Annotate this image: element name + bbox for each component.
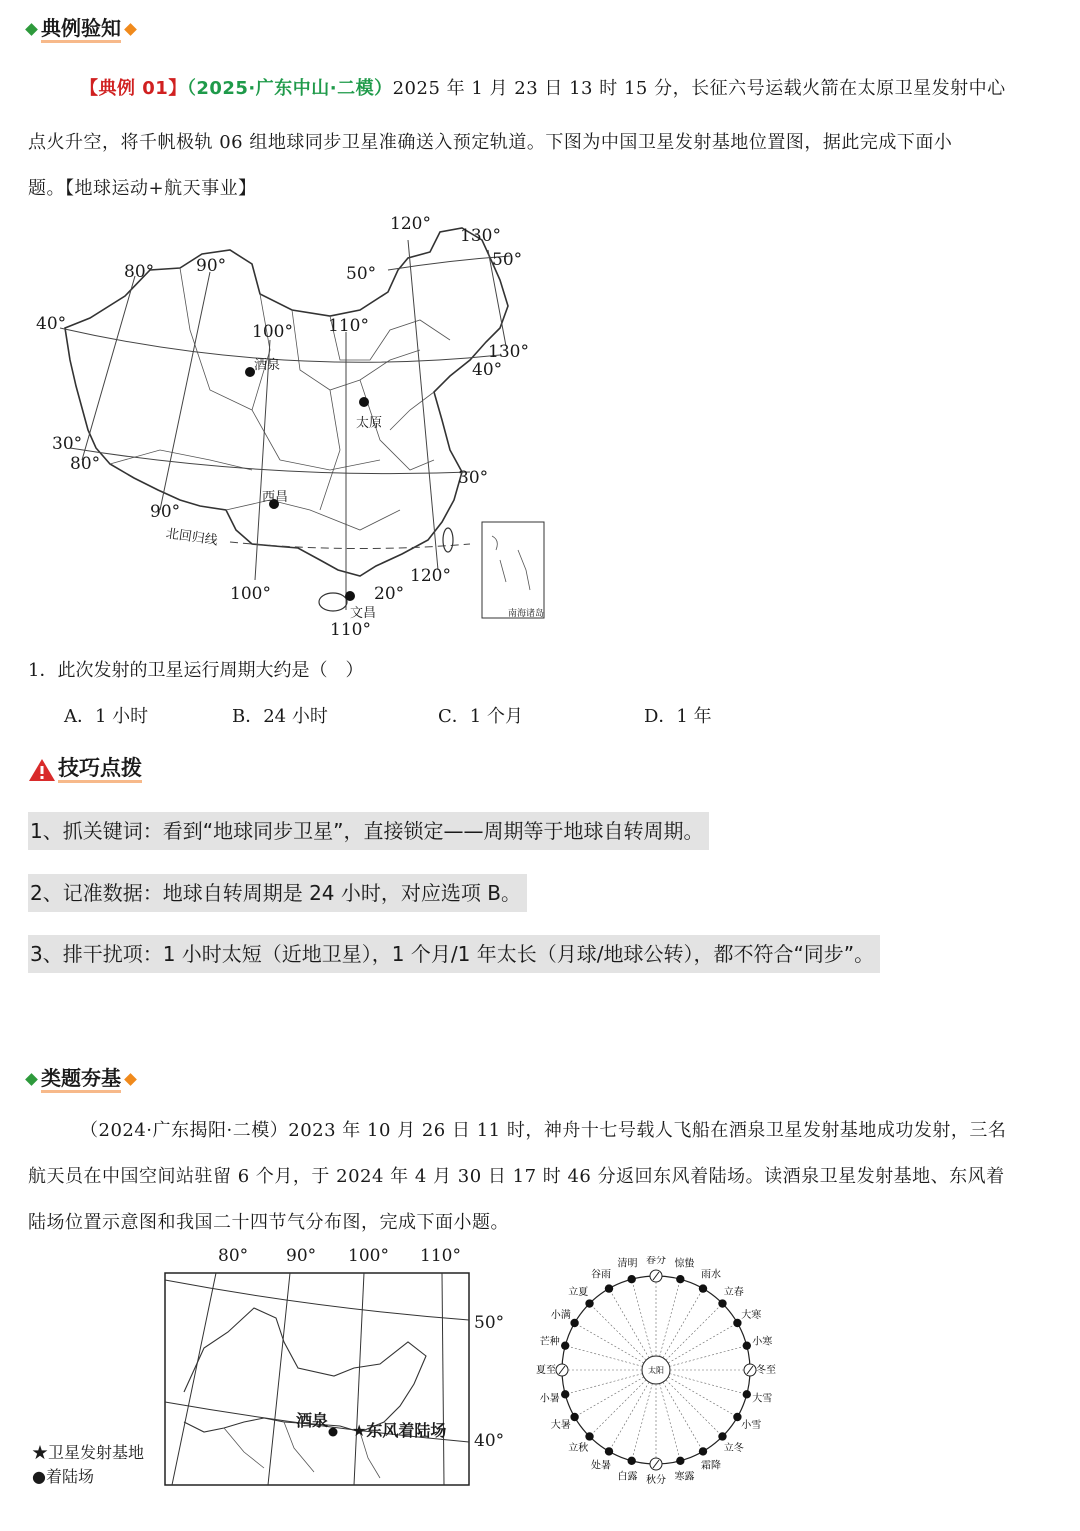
term-ray (609, 1382, 649, 1451)
city-xichang: 西昌 (262, 490, 289, 505)
map2-lon-100: 100° (348, 1246, 389, 1266)
lon-label-120-bottom: 120° (410, 566, 451, 586)
example-source: （2025·广东中山·二模） (186, 78, 393, 99)
term-ray (670, 1346, 747, 1367)
term-label: 春分 (646, 1256, 666, 1266)
map2-lon-90: 90° (286, 1246, 317, 1266)
term-ray (668, 1377, 737, 1417)
section-header-practice (22, 1066, 140, 1093)
china-map-svg (30, 210, 560, 650)
example-tag: 【典例 01】 (80, 78, 187, 99)
lon-90-line (160, 272, 210, 510)
map2-jiuquan-dot (329, 1428, 338, 1437)
option-b[interactable]: B．24 小时 (232, 706, 328, 727)
lon-label-100-top: 100° (252, 322, 293, 342)
tips-header (28, 756, 142, 783)
term-label: 秋分 (646, 1475, 666, 1486)
hainan-island (319, 593, 347, 611)
term-marker (718, 1299, 726, 1307)
lon-label-80: 80° (124, 262, 155, 282)
term-label: 大雪 (752, 1393, 773, 1405)
taiwan-island (443, 528, 453, 552)
practice-line-3: 陆场位置示意图和我国二十四节气分布图，完成下面小题。 (28, 1212, 509, 1233)
term-label: 立春 (723, 1287, 744, 1299)
lon-label-110-top: 110° (328, 316, 369, 336)
term-ray (575, 1323, 644, 1363)
term-ray (565, 1374, 642, 1395)
term-ray (565, 1346, 642, 1367)
term-ray (660, 1279, 681, 1356)
sun-label: 太阳 (648, 1366, 664, 1375)
term-marker (699, 1284, 707, 1292)
lat-label-40-left: 40° (36, 314, 67, 334)
term-marker (585, 1432, 593, 1440)
term-label: 谷雨 (591, 1269, 611, 1281)
example-text-1: 2025 年 1 月 23 日 13 时 15 分，长征六号运载火箭在太原卫星发射中心 (392, 78, 1006, 99)
map2-svg (164, 1272, 470, 1486)
term-label: 夏至 (536, 1365, 556, 1376)
term-marker (570, 1413, 578, 1421)
term-ray (632, 1384, 653, 1461)
term-marker (676, 1457, 684, 1465)
lon-label-110-bottom: 110° (330, 620, 371, 640)
term-label: 冬至 (756, 1365, 776, 1376)
south-sea-inset-box (482, 522, 544, 618)
example-paragraph (28, 66, 1058, 112)
term-marker (676, 1275, 684, 1283)
map2-lon-110: 110° (420, 1246, 461, 1266)
lat-label-30-left: 30° (52, 434, 83, 454)
orange-diamond-icon (124, 23, 137, 36)
term-marker (627, 1457, 635, 1465)
legend-landing: ●着陆场 (32, 1467, 94, 1486)
warning-icon (28, 757, 56, 783)
practice-line-2: 航天员在中国空间站驻留 6 个月，于 2024 年 4 月 30 日 17 时 46 分返回东风着陆场。读酒泉卫星发射基地、东风着 (28, 1166, 1005, 1187)
tip-line-2: 2、记准数据：地球自转周期是 24 小时，对应选项 B。 (28, 874, 527, 912)
china-launch-site-map (30, 210, 560, 650)
term-label: 小暑 (539, 1393, 560, 1405)
tip-line-3: 3、排干扰项：1 小时太短（近地卫星），1 个月/1 年太长（月球/地球公转），都不符合“同步”。 (28, 935, 880, 973)
term-ray (609, 1289, 649, 1358)
term-marker (699, 1447, 707, 1455)
term-ray (590, 1304, 647, 1361)
lon-label-120: 120° (390, 214, 431, 234)
term-ray (666, 1304, 723, 1361)
term-label: 惊蛰 (674, 1258, 695, 1270)
map2-lat-50: 50° (474, 1313, 505, 1333)
section-header-examples (22, 16, 140, 43)
city-wenchang: 文昌 (350, 606, 377, 621)
term-label: 寒露 (674, 1471, 695, 1483)
tip-line-1: 1、抓关键词：看到“地球同步卫星”，直接锁定——周期等于地球自转周期。 (28, 812, 709, 850)
lon-label-100-bottom: 100° (230, 584, 271, 604)
term-label: 立秋 (568, 1442, 589, 1454)
term-label: 处暑 (591, 1460, 611, 1472)
inset-islands (492, 536, 530, 590)
taiyuan-dot (359, 397, 369, 407)
term-marker (718, 1432, 726, 1440)
option-a[interactable]: A．1 小时 (64, 706, 149, 727)
example-line-3: 题。【地球运动+航天事业】 (28, 178, 257, 199)
term-label: 大暑 (550, 1420, 571, 1431)
tips-title: 技巧点拨 (58, 756, 142, 783)
legend-launch-base: ★卫星发射基地 (32, 1443, 145, 1462)
solar-terms-svg (530, 1256, 782, 1496)
practice-line-1: （2024·广东揭阳·二模）2023 年 10 月 26 日 11 时，神舟十七号载人飞船在酒泉卫星发射基地成功发射，三名 (80, 1120, 1007, 1141)
map2-lat-40: 40° (474, 1431, 505, 1451)
term-ray (663, 1382, 703, 1451)
term-label: 立夏 (568, 1287, 589, 1299)
jiuquan-dongfeng-map (164, 1272, 470, 1486)
term-label: 雨水 (701, 1269, 721, 1281)
map2-jiuquan-label: 酒泉 (296, 1411, 329, 1430)
lat-label-50-left: 50° (346, 264, 377, 284)
term-marker (605, 1284, 613, 1292)
term-label: 芒种 (539, 1336, 560, 1348)
term-label: 小满 (550, 1310, 571, 1321)
green-diamond-icon (25, 1073, 38, 1086)
section-title: 典例验知 (41, 16, 121, 43)
option-c[interactable]: C．1 个月 (438, 706, 523, 727)
map2-lon-80: 80° (218, 1246, 249, 1266)
example-line-2: 点火升空，将千帆极轨 06 组地球同步卫星准确送入预定轨道。下图为中国卫星发射基地位置图，据此完成下面小 (28, 132, 953, 153)
term-label: 清明 (617, 1258, 638, 1270)
term-marker (561, 1390, 569, 1398)
term-marker (743, 1341, 751, 1349)
term-label: 霜降 (701, 1460, 721, 1472)
term-marker (743, 1390, 751, 1398)
lon-label-130-right: 130° (488, 342, 529, 362)
term-ray (666, 1380, 723, 1437)
term-ray (660, 1384, 681, 1461)
section-title: 类题夯基 (41, 1066, 121, 1093)
term-ray (670, 1374, 747, 1395)
term-label: 白露 (617, 1471, 638, 1483)
term-marker (570, 1319, 578, 1327)
map2-frame (165, 1273, 469, 1485)
option-d[interactable]: D．1 年 (644, 706, 712, 727)
lon-label-90-bottom: 90° (150, 502, 181, 522)
lon-120-line (408, 240, 438, 570)
term-label: 立冬 (723, 1442, 744, 1454)
term-label: 小雪 (741, 1420, 762, 1431)
term-ray (663, 1289, 703, 1358)
inset-label: 南海诸岛 (508, 609, 545, 619)
term-marker (605, 1447, 613, 1455)
solar-terms-diagram (530, 1256, 782, 1496)
term-marker (561, 1341, 569, 1349)
city-jiuquan: 酒泉 (254, 358, 281, 373)
city-taiyuan: 太原 (356, 416, 383, 431)
term-ray (575, 1377, 644, 1417)
lon-label-90: 90° (196, 256, 227, 276)
orange-diamond-icon (124, 1073, 137, 1086)
wenchang-dot (345, 591, 355, 601)
term-marker (627, 1275, 635, 1283)
lat-label-20: 20° (374, 584, 405, 604)
question-1-stem: 1．此次发射的卫星运行周期大约是（ ） (28, 660, 364, 681)
term-ray (668, 1323, 737, 1363)
lon-label-130: 130° (460, 226, 501, 246)
term-label: 小寒 (752, 1336, 773, 1348)
lat-label-40-right: 40° (472, 360, 503, 380)
term-marker (585, 1299, 593, 1307)
lon-label-80-bottom: 80° (70, 454, 101, 474)
lat-label-50-right: 50° (492, 250, 523, 270)
term-ray (590, 1380, 647, 1437)
lat-label-30-right: 30° (458, 468, 489, 488)
tropic-label: 北回归线 (164, 526, 219, 549)
map2-dongfeng-label: ★东风着陆场 (352, 1421, 447, 1440)
term-label: 大寒 (741, 1310, 762, 1321)
term-ray (632, 1279, 653, 1356)
lon-80-line (82, 276, 135, 460)
green-diamond-icon (25, 23, 38, 36)
